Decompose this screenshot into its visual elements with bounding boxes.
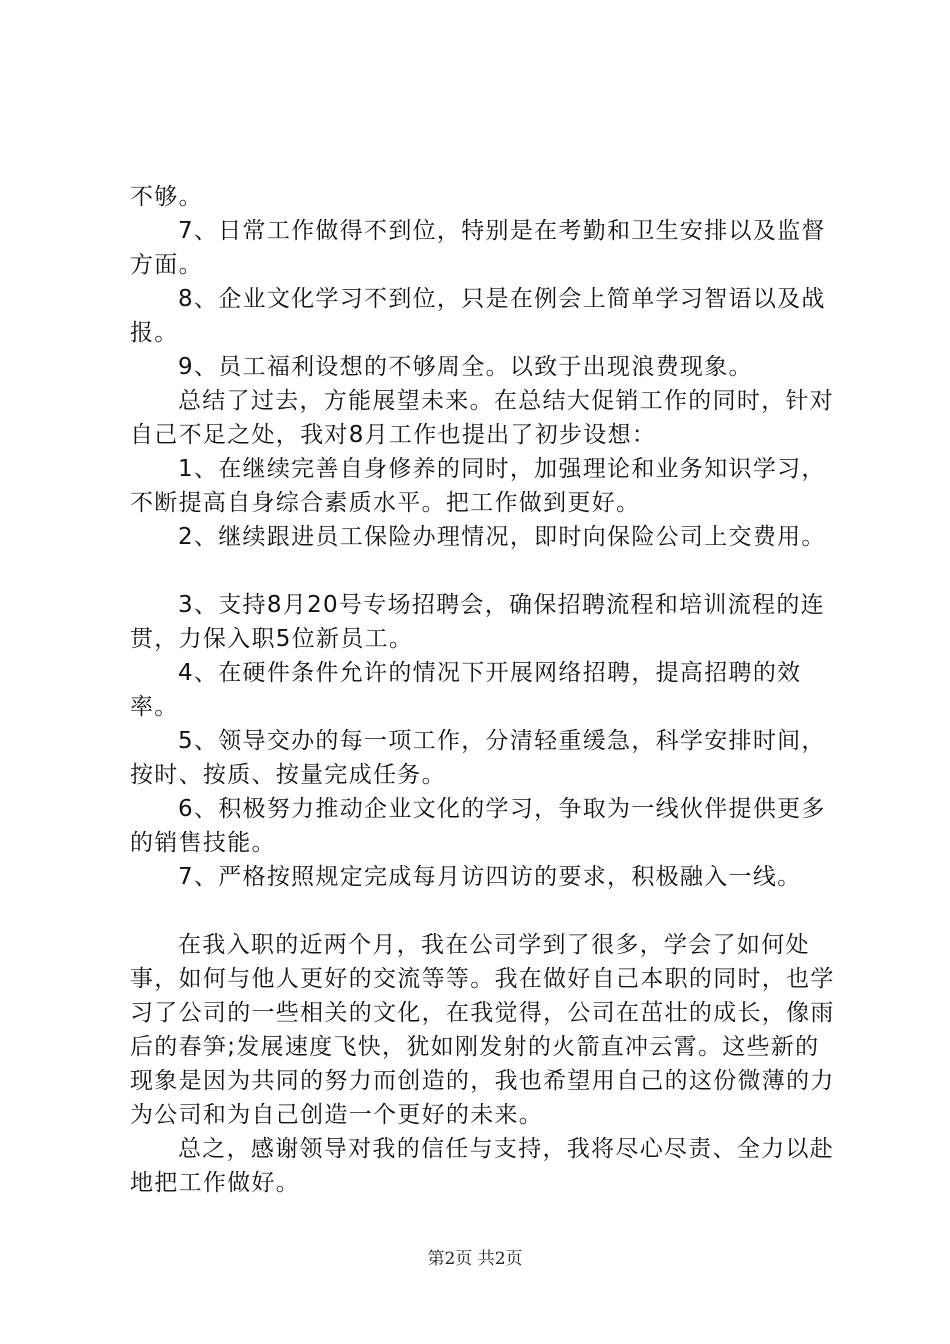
paragraph-reflection: 在我入职的近两个月，我在公司学到了很多，学会了如何处事，如何与他人更好的交流等等。我在做好自己本职的同时，也学习了公司的一些相关的文化，在我觉得，公司在茁壮的成长，像雨后的春笋;发展速度飞快，犹如刚发射的火箭直冲云霄。这些新的现象是因为共同的努力而创造的，我也希望用自己的这份微薄的力为公司和为自己创造一个更好的未来。 (130, 932, 835, 1128)
page-number-footer: 第2页 共2页 (427, 1249, 523, 1269)
paragraph-plan-7: 7、严格按照规定完成每月访四访的要求，积极融入一线。 (178, 864, 802, 890)
paragraph-plan-6: 6、积极努力推动企业文化的学习，争取为一线伙伴提供更多的销售技能。 (130, 796, 826, 856)
paragraph-plan-5: 5、领导交办的每一项工作，分清轻重缓急，科学安排时间，按时、按质、按量完成任务。 (130, 728, 826, 788)
paragraph-plan-4: 4、在硬件条件允许的情况下开展网络招聘，提高招聘的效率。 (130, 660, 802, 720)
paragraph-plan-1: 1、在继续完善自身修养的同时，加强理论和业务知识学习，不断提高自身综合素质水平。把工作做到更好。 (130, 456, 826, 516)
paragraph-item-9-welfare: 9、员工福利设想的不够周全。以致于出现浪费现象。 (178, 354, 753, 380)
paragraph-plan-3: 3、支持8月20号专场招聘会，确保招聘流程和培训流程的连贯，力保入职5位新员工。 (130, 592, 825, 652)
document-body (130, 180, 840, 1200)
paragraph-plan-2: 2、继续跟进员工保险办理情况，即时向保险公司上交费用。 (178, 524, 826, 550)
paragraph-item-7-daily-work: 7、日常工作做得不到位，特别是在考勤和卫生安排以及监督方面。 (130, 218, 826, 278)
paragraph-summary-intro: 总结了过去，方能展望未来。在总结大促销工作的同时，针对自己不足之处，我对8月工作也提出了初步设想： (130, 388, 835, 448)
paragraph-continuation: 不够。 (130, 184, 203, 210)
paragraph-item-8-culture: 8、企业文化学习不到位，只是在例会上简单学习智语以及战报。 (130, 286, 826, 346)
paragraph-closing: 总之，感谢领导对我的信任与支持，我将尽心尽责、全力以赴地把工作做好。 (130, 1136, 835, 1196)
